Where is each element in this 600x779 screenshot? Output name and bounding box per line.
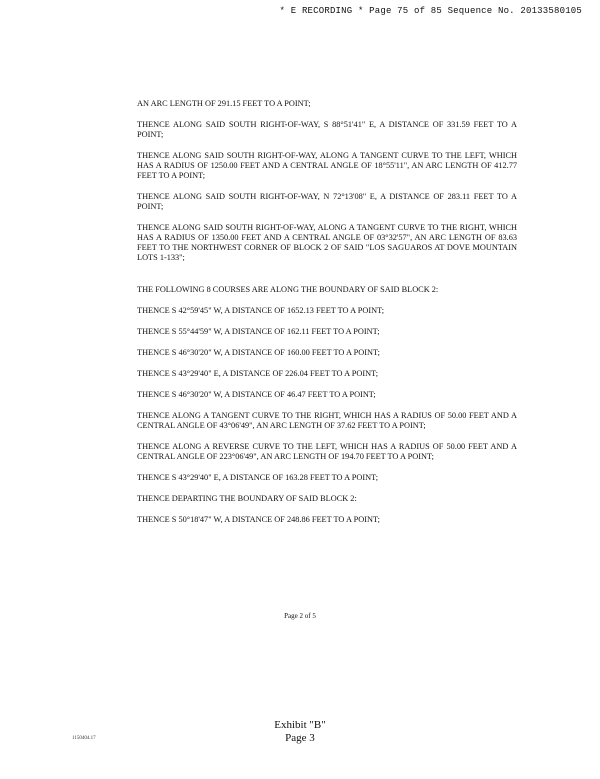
paragraph: THE FOLLOWING 8 COURSES ARE ALONG THE BOUNDARY OF SAID BLOCK 2:	[137, 285, 439, 294]
exhibit-label-block	[0, 719, 600, 745]
recording-header: * E RECORDING * Page 75 of 85 Sequence No. 20133580105	[279, 6, 582, 16]
paragraph: THENCE ALONG SAID SOUTH RIGHT-OF-WAY, ALONG A TANGENT CURVE TO THE RIGHT, WHICH HAS A RADIUS OF 1350.00 FEET AND A CENTRAL ANGLE OF 03°32'57", AN ARC LENGTH OF 83.63 FEET TO THE NORTHWEST CORNER OF BLOCK 2 OF SAID "LOS SAGUAROS AT DOVE MOUNTAIN LOTS 1-133";	[137, 223, 517, 262]
paragraph: THENCE DEPARTING THE BOUNDARY OF SAID BLOCK 2:	[137, 494, 357, 503]
paragraph: THENCE S 43°29'40" E, A DISTANCE OF 226.04 FEET TO A POINT;	[137, 369, 379, 378]
paragraph: AN ARC LENGTH OF 291.15 FEET TO A POINT;	[137, 99, 311, 108]
paragraph: THENCE ALONG SAID SOUTH RIGHT-OF-WAY, ALONG A TANGENT CURVE TO THE LEFT, WHICH HAS A RADIUS OF 1250.00 FEET AND A CENTRAL ANGLE OF 18°55'11", AN ARC LENGTH OF 412.77 FEET TO A POINT;	[137, 151, 517, 180]
paragraph: THENCE S 50°18'47" W, A DISTANCE OF 248.86 FEET TO A POINT;	[137, 515, 380, 524]
paragraph: THENCE S 46°30'20" W, A DISTANCE OF 160.00 FEET TO A POINT;	[137, 348, 380, 357]
legal-description-body	[137, 99, 517, 536]
page-number: Page 2 of 5	[284, 612, 316, 620]
paragraph: THENCE S 46°30'20" W, A DISTANCE OF 46.47 FEET TO A POINT;	[137, 390, 376, 399]
paragraph: THENCE S 55°44'59" W, A DISTANCE OF 162.11 FEET TO A POINT;	[137, 327, 380, 336]
paragraph: THENCE S 43°29'40" E, A DISTANCE OF 163.28 FEET TO A POINT;	[137, 473, 379, 482]
paragraph: THENCE ALONG SAID SOUTH RIGHT-OF-WAY, N 72°13'08" E, A DISTANCE OF 283.11 FEET TO A POINT;	[137, 192, 517, 211]
exhibit-label: Exhibit "B"	[274, 719, 326, 731]
paragraph: THENCE S 42°59'45" W, A DISTANCE OF 1652.13 FEET TO A POINT;	[137, 306, 385, 315]
paragraph: THENCE ALONG A TANGENT CURVE TO THE RIGHT, WHICH HAS A RADIUS OF 50.00 FEET AND A CENTRAL ANGLE OF 43°06'49", AN ARC LENGTH OF 37.62 FEET TO A POINT;	[137, 411, 517, 430]
paragraph: THENCE ALONG A REVERSE CURVE TO THE LEFT, WHICH HAS A RADIUS OF 50.00 FEET AND A CENTRAL ANGLE OF 223°06'49", AN ARC LENGTH OF 194.70 FEET TO A POINT;	[137, 442, 517, 461]
paragraph: THENCE ALONG SAID SOUTH RIGHT-OF-WAY, S 88°51'41" E, A DISTANCE OF 331.59 FEET TO A POINT;	[137, 120, 517, 139]
exhibit-page-label: Page 3	[285, 732, 315, 744]
document-code: 1150404.17	[72, 736, 96, 741]
